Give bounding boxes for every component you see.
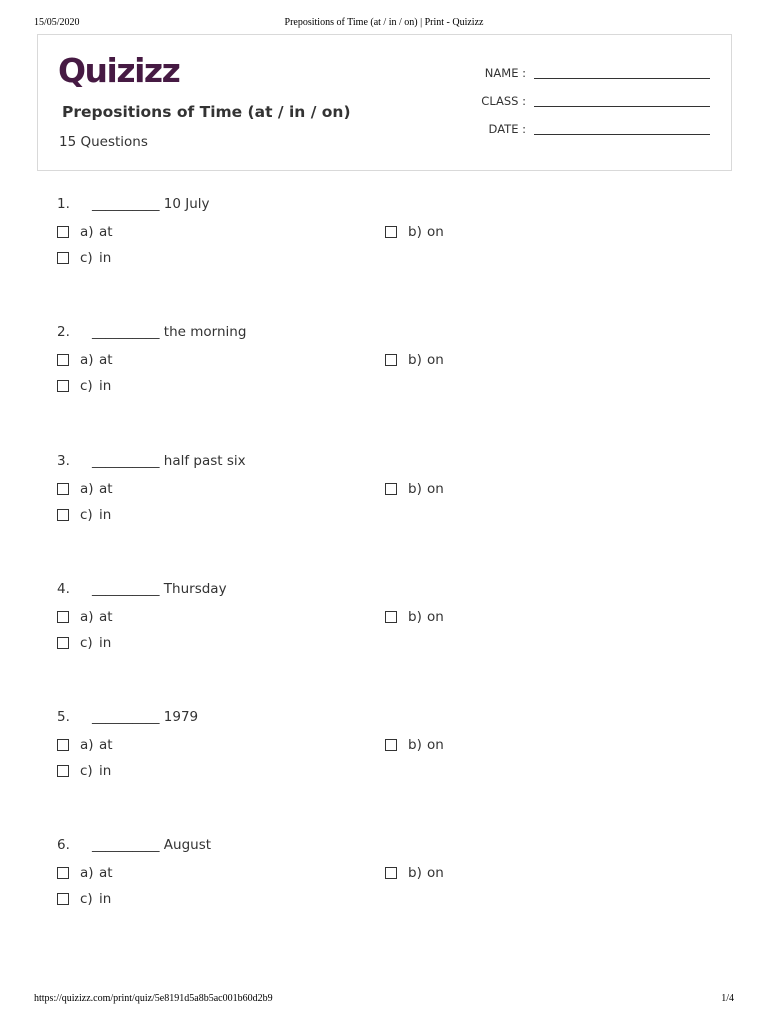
option-text: at — [99, 352, 113, 368]
option-letter: b) — [408, 224, 422, 240]
option-text: in — [99, 250, 112, 266]
class-line[interactable] — [534, 106, 710, 107]
date-line[interactable] — [534, 134, 710, 135]
quiz-header-box — [37, 34, 732, 171]
option-letter: c) — [80, 507, 93, 523]
date-label: DATE : — [488, 122, 526, 136]
checkbox-icon[interactable] — [385, 483, 397, 495]
print-date: 15/05/2020 — [34, 17, 80, 28]
checkbox-icon[interactable] — [57, 380, 69, 392]
option-letter: a) — [80, 352, 94, 368]
option-letter: a) — [80, 609, 94, 625]
svg-text:Quizizz: Quizizz — [58, 51, 180, 90]
option-text: on — [427, 224, 444, 240]
option-text: in — [99, 891, 112, 907]
question-text: __________ half past six — [92, 453, 246, 469]
question-1 — [57, 195, 717, 285]
checkbox-icon[interactable] — [57, 739, 69, 751]
option-letter: c) — [80, 378, 93, 394]
quizizz-logo — [58, 51, 198, 91]
checkbox-icon[interactable] — [57, 765, 69, 777]
option-letter: b) — [408, 352, 422, 368]
question-number: 1. — [57, 196, 70, 212]
question-text: __________ August — [92, 837, 212, 853]
option-text: in — [99, 763, 112, 779]
question-number: 6. — [57, 837, 70, 853]
print-header — [34, 17, 734, 31]
name-line[interactable] — [534, 78, 710, 79]
class-label: CLASS : — [481, 94, 526, 108]
question-number: 2. — [57, 324, 70, 340]
option-text: on — [427, 737, 444, 753]
option-text: at — [99, 865, 113, 881]
checkbox-icon[interactable] — [57, 483, 69, 495]
option-letter: b) — [408, 481, 422, 497]
checkbox-icon[interactable] — [57, 867, 69, 879]
class-field — [450, 91, 710, 111]
question-count: 15 Questions — [59, 134, 148, 150]
print-title: Prepositions of Time (at / in / on) | Print - Quizizz — [284, 17, 484, 28]
option-letter: a) — [80, 865, 94, 881]
question-number: 4. — [57, 581, 70, 597]
option-text: at — [99, 224, 113, 240]
checkbox-icon[interactable] — [57, 611, 69, 623]
checkbox-icon[interactable] — [385, 611, 397, 623]
print-footer — [34, 993, 734, 1007]
question-text: __________ 1979 — [92, 709, 199, 725]
question-3 — [57, 452, 717, 542]
option-letter: a) — [80, 737, 94, 753]
checkbox-icon[interactable] — [385, 226, 397, 238]
question-text: __________ Thursday — [92, 581, 227, 597]
option-letter: c) — [80, 635, 93, 651]
option-text: at — [99, 737, 113, 753]
date-field — [450, 119, 710, 139]
question-number: 5. — [57, 709, 70, 725]
name-label: NAME : — [484, 66, 526, 80]
checkbox-icon[interactable] — [57, 637, 69, 649]
question-text: __________ the morning — [92, 324, 247, 340]
option-text: on — [427, 481, 444, 497]
question-text: __________ 10 July — [92, 196, 210, 212]
question-5 — [57, 708, 717, 798]
name-field — [450, 63, 710, 83]
option-text: at — [99, 609, 113, 625]
option-letter: a) — [80, 481, 94, 497]
question-6 — [57, 836, 717, 926]
checkbox-icon[interactable] — [385, 739, 397, 751]
option-letter: c) — [80, 891, 93, 907]
option-text: in — [99, 378, 112, 394]
option-text: at — [99, 481, 113, 497]
option-text: in — [99, 507, 112, 523]
checkbox-icon[interactable] — [57, 893, 69, 905]
option-text: on — [427, 609, 444, 625]
page-number: 1/4 — [721, 993, 734, 1004]
option-letter: b) — [408, 609, 422, 625]
option-text: in — [99, 635, 112, 651]
question-2 — [57, 323, 717, 413]
question-4 — [57, 580, 717, 670]
checkbox-icon[interactable] — [57, 509, 69, 521]
checkbox-icon[interactable] — [57, 226, 69, 238]
quiz-title: Prepositions of Time (at / in / on) — [62, 103, 351, 121]
option-text: on — [427, 352, 444, 368]
option-text: on — [427, 865, 444, 881]
option-letter: b) — [408, 865, 422, 881]
option-letter: a) — [80, 224, 94, 240]
option-letter: b) — [408, 737, 422, 753]
print-url[interactable]: https://quizizz.com/print/quiz/5e8191d5a8b5ac001b60d2b9 — [34, 993, 273, 1004]
question-number: 3. — [57, 453, 70, 469]
checkbox-icon[interactable] — [385, 867, 397, 879]
option-letter: c) — [80, 763, 93, 779]
checkbox-icon[interactable] — [385, 354, 397, 366]
checkbox-icon[interactable] — [57, 252, 69, 264]
quizizz-logo-icon — [58, 51, 198, 91]
option-letter: c) — [80, 250, 93, 266]
checkbox-icon[interactable] — [57, 354, 69, 366]
